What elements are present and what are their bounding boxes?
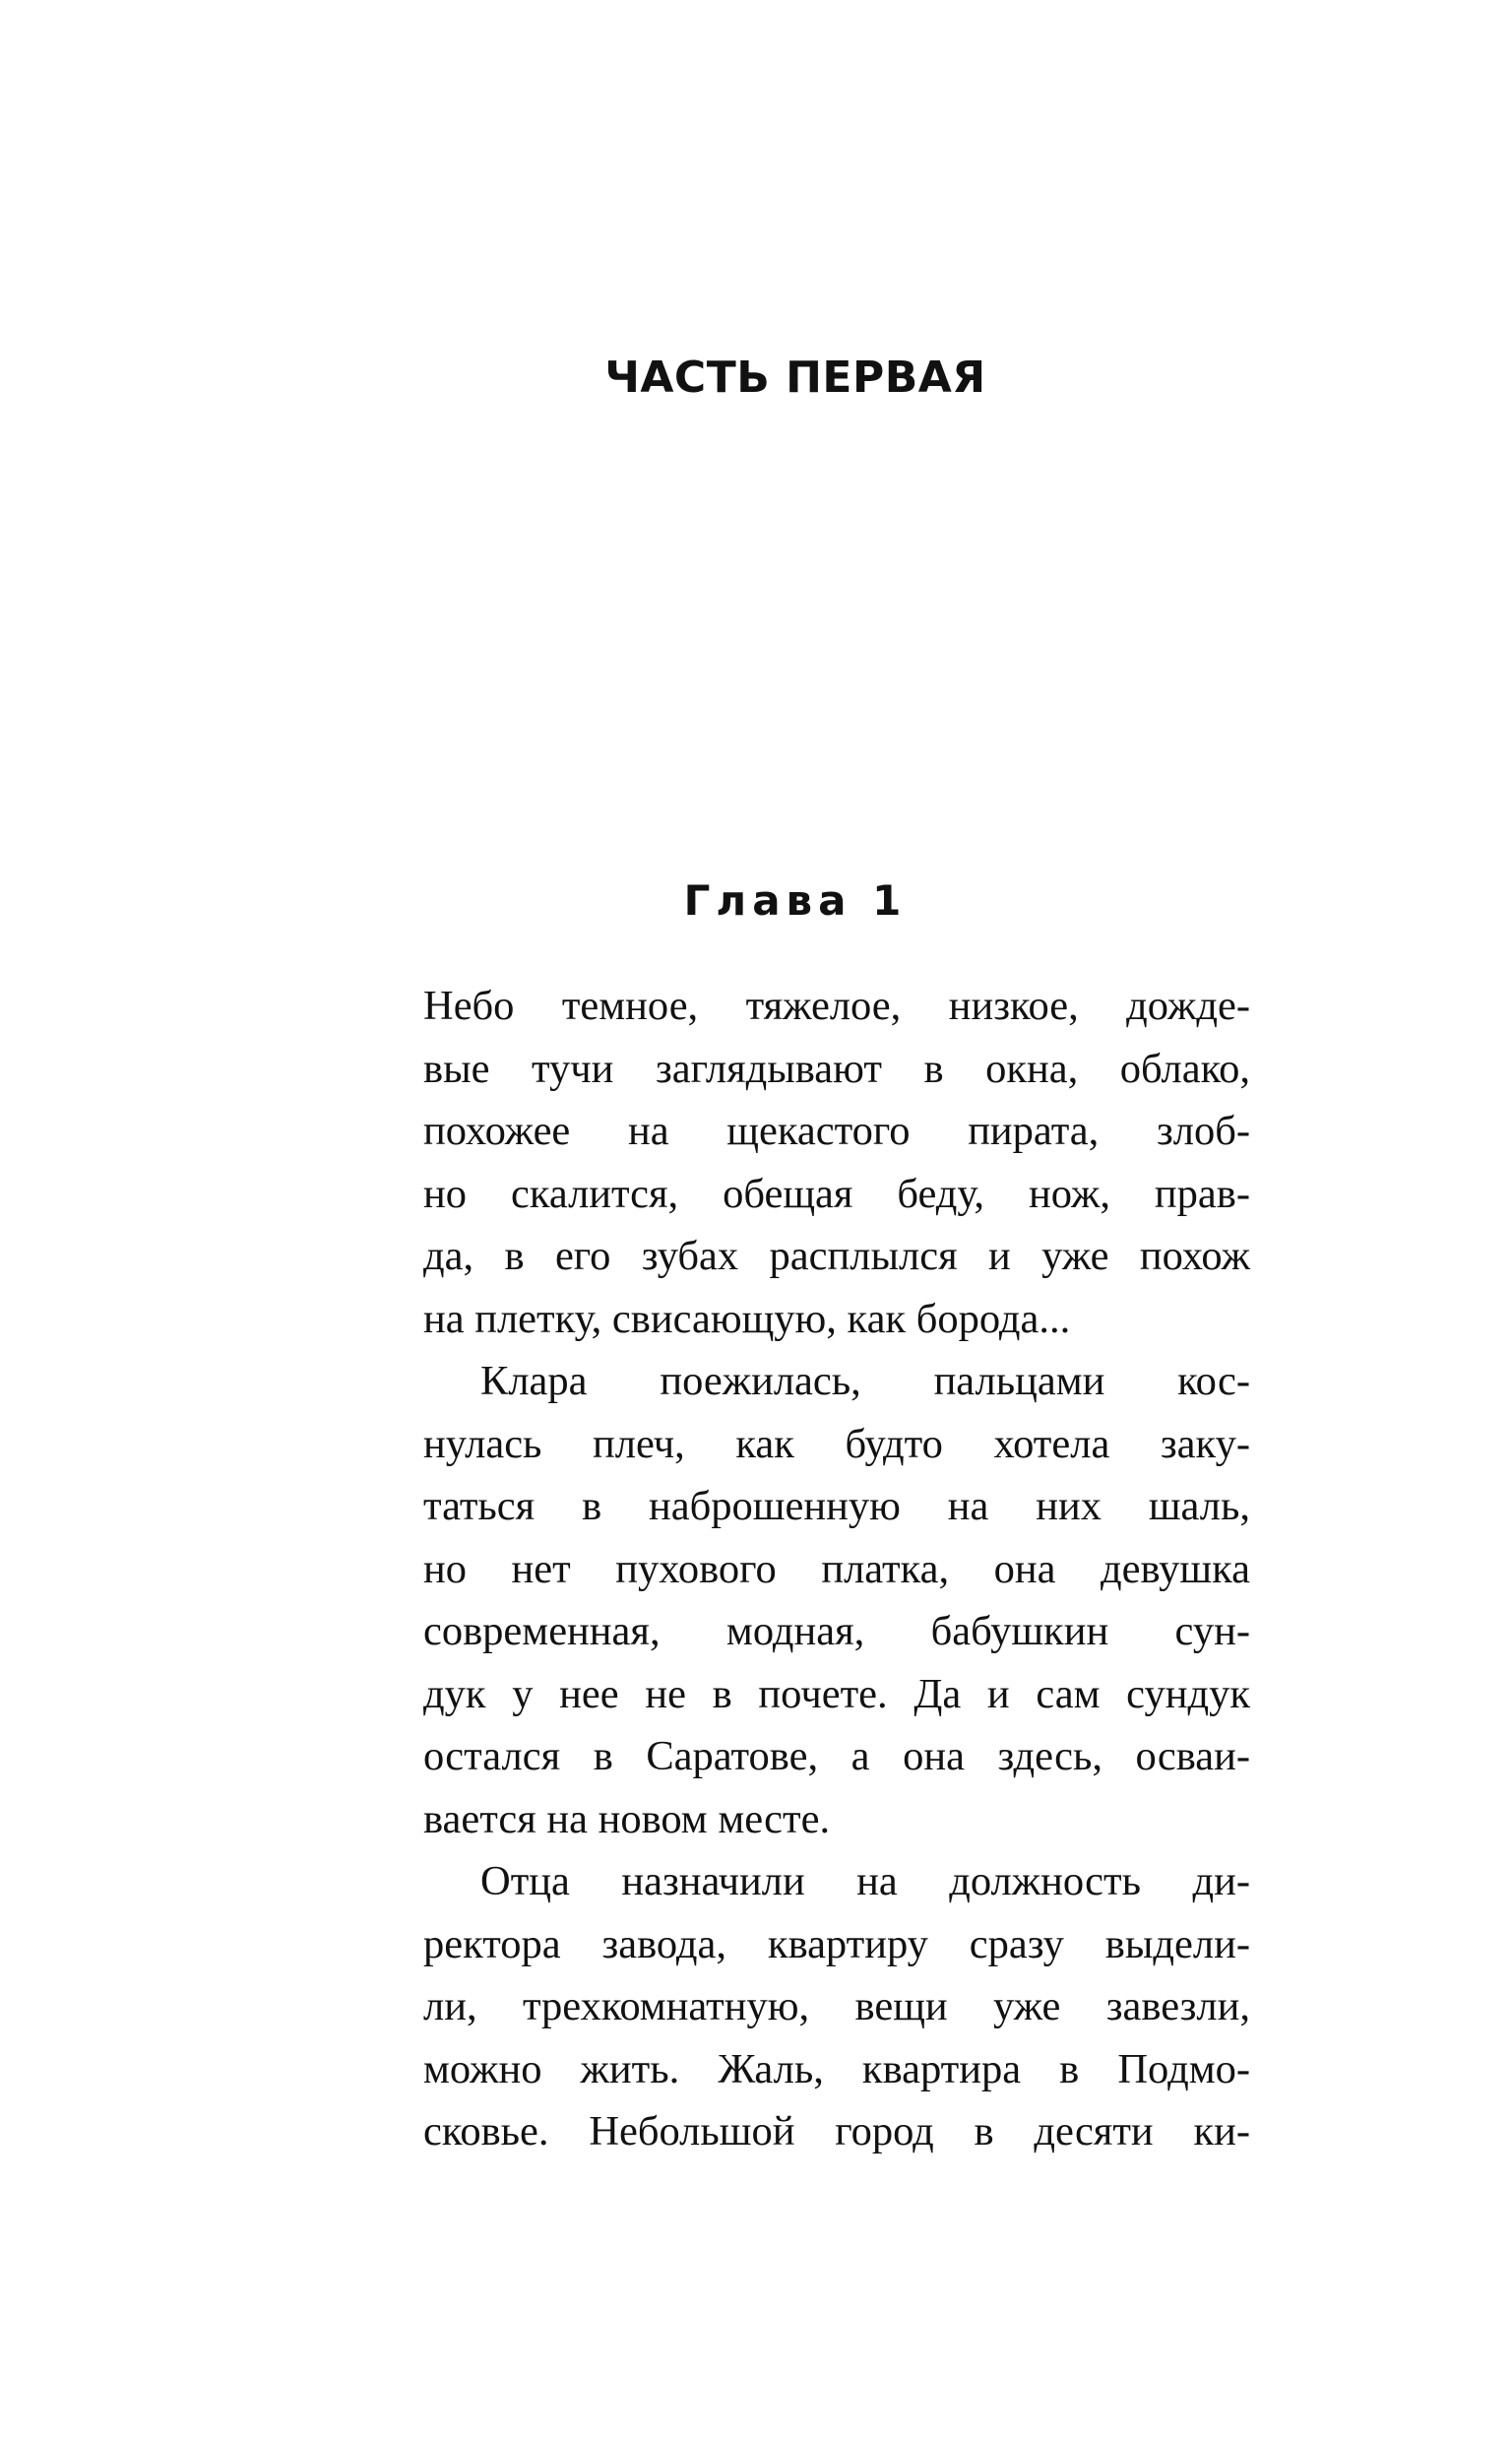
text-line: современная, модная, бабушкин сун- xyxy=(423,1608,1250,1654)
text-line: вается на новом месте. xyxy=(423,1795,831,1842)
text-line: но нет пухового платка, она девушка xyxy=(423,1545,1250,1592)
text-line: дук у нее не в почете. Да и сам сундук xyxy=(423,1670,1250,1717)
text-line: но скалится, обещая беду, нож, прав- xyxy=(423,1170,1250,1217)
chapter-title: Глава 1 xyxy=(683,876,908,925)
text-line: Клара поежилась, пальцами кос- xyxy=(480,1358,1250,1404)
text-line: Небо темное, тяжелое, низкое, дожде- xyxy=(423,983,1250,1029)
text-line: сковье. Небольшой город в десяти ки- xyxy=(423,2108,1250,2154)
text-line: ли, трехкомнатную, вещи уже завезли, xyxy=(423,1983,1250,2029)
text-line: можно жить. Жаль, квартира в Подмо- xyxy=(423,2045,1250,2092)
text-line: вые тучи заглядывают в окна, облако, xyxy=(423,1045,1250,1092)
text-line: таться в наброшенную на них шаль, xyxy=(423,1483,1250,1529)
text-line: ректора завода, квартиру сразу выдели- xyxy=(423,1920,1250,1967)
paragraph-3 xyxy=(423,1850,1250,2163)
text-line: на плетку, свисающую, как борода... xyxy=(423,1295,1071,1342)
paragraph-2 xyxy=(423,1350,1250,1850)
text-line: нулась плеч, как будто хотела заку- xyxy=(423,1420,1250,1467)
text-line: остался в Саратове, а она здесь, осваи- xyxy=(423,1733,1250,1779)
paragraph-1 xyxy=(423,975,1250,1350)
part-title: ЧАСТЬ ПЕРВАЯ xyxy=(604,353,986,403)
text-line: похожее на щекастого пирата, злоб- xyxy=(423,1108,1250,1154)
text-line: Отца назначили на должность ди- xyxy=(480,1858,1250,1904)
text-line: да, в его зубах расплылся и уже похож xyxy=(423,1233,1250,1279)
body-text xyxy=(423,975,1250,2163)
